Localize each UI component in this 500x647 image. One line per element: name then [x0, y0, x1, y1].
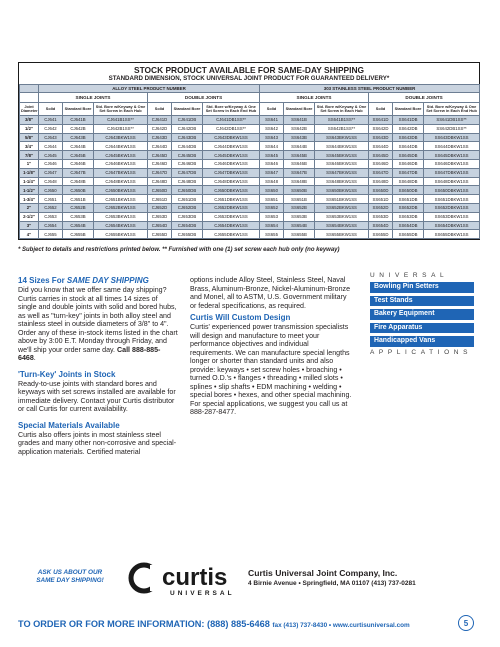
product-number-cell: CJ641B1SS**	[94, 116, 148, 125]
product-number-cell: CJ652BKW1SS	[94, 203, 148, 212]
joint-diameter-cell: 1-1/8"	[20, 168, 39, 177]
product-number-cell: CJ644	[39, 142, 63, 151]
sizes-end: .	[33, 354, 36, 362]
product-number-cell: CJ648B	[63, 177, 94, 186]
column-header-solid: Solid	[148, 103, 172, 116]
product-number-cell: CJ647BKW1SS	[94, 168, 148, 177]
table-row	[20, 168, 480, 177]
product-number-cell: SS652D	[369, 203, 393, 212]
product-number-cell: CJ647	[39, 168, 63, 177]
product-number-cell: CJ646	[39, 159, 63, 168]
applications-bottom-label: APPLICATIONS	[370, 348, 473, 356]
product-number-cell: SS641D	[369, 116, 393, 125]
order-line	[18, 619, 410, 629]
product-number-cell: CJ650DBKW1SS	[203, 186, 260, 195]
product-number-cell: SS641B	[284, 116, 315, 125]
application-item: Bowling Pin Setters	[370, 282, 474, 293]
product-number-cell: CJ644BKW1SS	[94, 142, 148, 151]
group-header: DOUBLE JOINTS	[148, 93, 260, 103]
product-number-cell: CJ642B	[63, 124, 94, 133]
product-number-cell: CJ654	[39, 221, 63, 230]
product-number-cell: CJ645BKW1SS	[94, 151, 148, 160]
table-row	[20, 177, 480, 186]
joint-diameter-cell: 7/8"	[20, 151, 39, 160]
same-day-callout	[20, 569, 120, 585]
product-number-cell: SS642DB	[393, 124, 424, 133]
product-number-cell: CJ655D	[148, 230, 172, 239]
product-number-cell: SS643DBKW1SS	[424, 133, 480, 142]
product-number-cell: SS650D	[369, 186, 393, 195]
table-subtitle: STANDARD DIMENSION, STOCK UNIVERSAL JOINT PRODUCT FOR GUARANTEED DELIVERY*	[108, 75, 390, 82]
product-number-cell: SS644DB	[393, 142, 424, 151]
product-number-cell: SS654B	[284, 221, 315, 230]
product-number-cell: CJ643DBKW1SS	[203, 133, 260, 142]
column-header-keyway: Std. Bore w/Keyway & One Set Screw in Each Hub	[315, 103, 369, 116]
product-number-cell: CJ647B	[63, 168, 94, 177]
joint-diameter-cell: 5/8"	[20, 133, 39, 142]
product-number-cell: SS653D	[369, 212, 393, 221]
product-number-cell: CJ647D	[148, 168, 172, 177]
product-number-cell: SS645BKW1SS	[315, 151, 369, 160]
group-header: SINGLE JOINTS	[39, 93, 148, 103]
product-number-cell: CJ642	[39, 124, 63, 133]
product-number-cell: SS641	[260, 116, 284, 125]
product-number-cell: CJ641	[39, 116, 63, 125]
group-header: SINGLE JOINTS	[260, 93, 369, 103]
product-number-cell: SS647	[260, 168, 284, 177]
custom-heading: Curtis Will Custom Design	[190, 313, 291, 322]
column-header-diameter: Joint Diameter	[20, 103, 39, 116]
joint-diameter-cell: 2-1/2"	[20, 212, 39, 221]
product-number-cell: CJ645	[39, 151, 63, 160]
product-number-cell: CJ654DBKW1SS	[203, 221, 260, 230]
product-number-cell: SS652DBKW1SS	[424, 203, 480, 212]
sizes-heading-emphasis: SAME DAY SHIPPING	[66, 276, 149, 285]
product-number-cell: CJ655	[39, 230, 63, 239]
product-number-cell: CJ643DB	[172, 133, 203, 142]
table-row	[20, 212, 480, 221]
product-number-cell: CJ646BKW1SS	[94, 159, 148, 168]
column-header-solid: Solid	[369, 103, 393, 116]
product-number-cell: SS655	[260, 230, 284, 239]
product-number-cell: SS654DBKW1SS	[424, 221, 480, 230]
product-number-cell: SS643B	[284, 133, 315, 142]
curtis-logo	[128, 561, 243, 599]
product-number-cell: CJ643	[39, 133, 63, 142]
product-number-cell: SS642B1SS**	[315, 124, 369, 133]
product-number-cell: SS653B	[284, 212, 315, 221]
column-header-keyway: Std. Bore w/Keyway & One Set Screw in Each End Hub	[424, 103, 480, 116]
joint-diameter-cell: 1-1/4"	[20, 177, 39, 186]
company-name: Curtis Universal Joint Company, Inc.	[248, 568, 398, 578]
table-row	[20, 116, 480, 125]
table-row	[20, 195, 480, 204]
material-header-alloy: ALLOY STEEL PRODUCT NUMBER	[39, 85, 260, 93]
product-number-cell: SS641B1SS**	[315, 116, 369, 125]
group-header: DOUBLE JOINTS	[369, 93, 480, 103]
product-number-cell: CJ645D	[148, 151, 172, 160]
table-row	[20, 124, 480, 133]
callout-line-2: SAME DAY SHIPPING!	[36, 577, 104, 584]
column-header-bore: Standard Bore	[284, 103, 315, 116]
table-row	[20, 159, 480, 168]
table-row	[20, 186, 480, 195]
product-number-cell: CJ646D	[148, 159, 172, 168]
column-header-keyway: Std. Bore w/Keyway & One Set Screw in Each End Hub	[203, 103, 260, 116]
column-header-solid: Solid	[260, 103, 284, 116]
left-text-column	[18, 276, 178, 463]
product-number-cell: CJ647DBKW1SS	[203, 168, 260, 177]
product-number-cell: SS641DB	[393, 116, 424, 125]
logo-wordmark: curtis	[162, 564, 228, 591]
product-number-cell: CJ651	[39, 195, 63, 204]
order-contact: fax (413) 737-8430 • www.curtisuniversal.com	[272, 622, 410, 629]
product-number-cell: SS647D	[369, 168, 393, 177]
table-row	[20, 230, 480, 239]
product-number-cell: CJ643D	[148, 133, 172, 142]
special-paragraph-continued: options include Alloy Steel, Stainless Steel, Naval Brass, Aluminum-Bronze, Nickel-Aluminum-Bronze and Monel, all to ASTM, U.S. Government military or federal specifications, as required.	[190, 276, 351, 310]
product-number-cell: CJ648D	[148, 177, 172, 186]
product-number-cell: SS646D	[369, 159, 393, 168]
table-footnote: * Subject to details and restrictions printed below. ** Furnished with one (1) set screw each hub only (no keyway)	[18, 247, 340, 253]
joint-diameter-cell: 1/2"	[20, 124, 39, 133]
joint-diameter-cell: 3"	[20, 221, 39, 230]
product-number-cell: SS643D	[369, 133, 393, 142]
joint-diameter-cell: 2"	[20, 203, 39, 212]
order-phone: TO ORDER OR FOR MORE INFORMATION: (888) 885-6468	[18, 619, 270, 629]
product-number-cell: CJ646DB	[172, 159, 203, 168]
product-number-cell: SS653DBKW1SS	[424, 212, 480, 221]
application-item: Test Stands	[370, 296, 474, 307]
product-number-cell: CJ642DB	[172, 124, 203, 133]
product-number-cell: SS650B	[284, 186, 315, 195]
product-number-cell: CJ641DB	[172, 116, 203, 125]
stock-product-table	[18, 62, 480, 240]
product-number-cell: CJ644B	[63, 142, 94, 151]
column-header-bore: Standard Bore	[393, 103, 424, 116]
universal-applications-panel	[370, 272, 474, 356]
table-row	[20, 142, 480, 151]
product-number-cell: SS644BKW1SS	[315, 142, 369, 151]
product-number-cell: SS655B	[284, 230, 315, 239]
special-heading: Special Materials Available	[18, 420, 120, 430]
product-number-cell: SS648BKW1SS	[315, 177, 369, 186]
product-number-cell: SS646B	[284, 159, 315, 168]
product-number-cell: CJ654D	[148, 221, 172, 230]
product-number-cell: SS650BKW1SS	[315, 186, 369, 195]
sizes-paragraph	[18, 286, 178, 363]
product-number-cell: SS644DBKW1SS	[424, 142, 480, 151]
product-number-cell: CJ651DBKW1SS	[203, 195, 260, 204]
product-number-cell: CJ644DB	[172, 142, 203, 151]
middle-text-column	[190, 276, 352, 424]
product-number-cell: SS646DB	[393, 159, 424, 168]
company-address: 4 Birnie Avenue • Springfield, MA 01107 (413) 737-0281	[248, 580, 416, 587]
product-number-cell: CJ641D	[148, 116, 172, 125]
product-number-cell: SS643	[260, 133, 284, 142]
logo-ring-gap	[150, 565, 160, 591]
product-number-cell: SS650DBKW1SS	[424, 186, 480, 195]
product-number-cell: SS652BKW1SS	[315, 203, 369, 212]
logo-subtitle: UNIVERSAL	[170, 590, 235, 597]
product-number-cell: CJ648DBKW1SS	[203, 177, 260, 186]
application-item: Bakery Equipment	[370, 309, 474, 320]
product-number-cell: CJ652D	[148, 203, 172, 212]
product-number-cell: SS648B	[284, 177, 315, 186]
product-number-cell: CJ648DB	[172, 177, 203, 186]
special-paragraph: Curtis also offers joints in most stainless steel grades and many other non-corrosive and special-application materials. Certified material	[18, 430, 177, 456]
table-row	[20, 133, 480, 142]
application-item: Fire Apparatus	[370, 323, 474, 334]
product-number-cell: CJ653DB	[172, 212, 203, 221]
product-number-cell: CJ654BKW1SS	[94, 221, 148, 230]
product-number-cell: SS644B	[284, 142, 315, 151]
product-number-cell: CJ651DB	[172, 195, 203, 204]
material-header-stainless: 303 STAINLESS STEEL PRODUCT NUMBER	[260, 85, 480, 93]
product-number-cell: CJ642DB1SS**	[203, 124, 260, 133]
product-number-cell: CJ653	[39, 212, 63, 221]
product-number-cell: SS648D	[369, 177, 393, 186]
product-number-cell: CJ646DBKW1SS	[203, 159, 260, 168]
product-number-cell: SS647DBKW1SS	[424, 168, 480, 177]
product-number-cell: CJ645DBKW1SS	[203, 151, 260, 160]
product-number-cell: SS645D	[369, 151, 393, 160]
product-number-cell: SS647B	[284, 168, 315, 177]
product-number-cell: CJ655DB	[172, 230, 203, 239]
product-number-cell: SS653DB	[393, 212, 424, 221]
custom-paragraph: Curtis' experienced power transmission specialists will design and manufacture to meet your performance objectives and individual requirements. We can manufacture special lengths longer or shorter than standard units and also provide: keyways • set screw holes • broaching • turned O.D.'s • flanges • threading • milled slots • splines • slip shafts • EDM machining • welding • special bores • hexes, and other special machining. For special applications, we suggest you call us at 888-287-8477.	[190, 323, 352, 416]
product-number-cell: SS650DB	[393, 186, 424, 195]
product-number-cell: SS655DBKW1SS	[424, 230, 480, 239]
product-number-cell: CJ650D	[148, 186, 172, 195]
product-number-cell: CJ650DB	[172, 186, 203, 195]
product-number-cell: CJ654B	[63, 221, 94, 230]
table-row	[20, 203, 480, 212]
column-header-bore: Standard Bore	[63, 103, 94, 116]
product-number-cell: CJ652	[39, 203, 63, 212]
product-number-cell: CJ655BKW1SS	[94, 230, 148, 239]
product-number-cell: CJ642D	[148, 124, 172, 133]
product-number-cell: CJ648BKW1SS	[94, 177, 148, 186]
applications-top-label: UNIVERSAL	[370, 272, 449, 279]
product-number-cell: CJ652DB	[172, 203, 203, 212]
product-number-cell: SS645B	[284, 151, 315, 160]
product-number-cell: SS647DB	[393, 168, 424, 177]
table-row	[20, 151, 480, 160]
product-number-cell: SS654DB	[393, 221, 424, 230]
product-number-cell: SS654D	[369, 221, 393, 230]
product-number-cell: SS645DBKW1SS	[424, 151, 480, 160]
joint-diameter-cell: 1-3/4"	[20, 195, 39, 204]
product-number-cell: CJ652B	[63, 203, 94, 212]
product-number-cell: SS642DB1SS**	[424, 124, 480, 133]
table-body	[20, 116, 480, 239]
product-number-cell: CJ641B	[63, 116, 94, 125]
product-number-cell: SS648DB	[393, 177, 424, 186]
product-number-cell: CJ650B	[63, 186, 94, 195]
product-number-cell: SS645	[260, 151, 284, 160]
column-header-keyway: Std. Bore w/Keyway & One Set Screw in Each Hub	[94, 103, 148, 116]
product-number-cell: SS641DB1SS**	[424, 116, 480, 125]
product-number-cell: CJ646B	[63, 159, 94, 168]
column-header-solid: Solid	[39, 103, 63, 116]
product-number-cell: SS642D	[369, 124, 393, 133]
product-number-cell: SS642B	[284, 124, 315, 133]
product-number-cell: SS646DBKW1SS	[424, 159, 480, 168]
product-number-cell: CJ648	[39, 177, 63, 186]
product-number-cell: CJ650BKW1SS	[94, 186, 148, 195]
product-number-cell: SS654BKW1SS	[315, 221, 369, 230]
joint-diameter-cell: 4"	[20, 230, 39, 239]
product-number-cell: SS653BKW1SS	[315, 212, 369, 221]
sizes-heading	[18, 276, 178, 286]
product-number-cell: SS651BKW1SS	[315, 195, 369, 204]
turnkey-heading: 'Turn-Key' Joints in Stock	[18, 369, 116, 379]
product-number-cell: CJ655B	[63, 230, 94, 239]
product-number-grid	[19, 84, 480, 239]
product-number-cell: SS651DBKW1SS	[424, 195, 480, 204]
product-number-cell: SS648DBKW1SS	[424, 177, 480, 186]
product-number-cell: CJ643BKW1SS	[94, 133, 148, 142]
product-number-cell: CJ650	[39, 186, 63, 195]
product-number-cell: SS643DB	[393, 133, 424, 142]
turnkey-paragraph: Ready-to-use joints with standard bores and keyways with set screws installed are available for immediate delivery. Contact your Curtis distributor or call Curtis for current availability.	[18, 379, 176, 413]
product-number-cell: SS644D	[369, 142, 393, 151]
product-number-cell: CJ642B1SS**	[94, 124, 148, 133]
table-title: STOCK PRODUCT AVAILABLE FOR SAME-DAY SHIPPING	[133, 65, 365, 75]
product-number-cell: SS642	[260, 124, 284, 133]
product-number-cell: CJ647DB	[172, 168, 203, 177]
product-number-cell: SS652B	[284, 203, 315, 212]
joint-diameter-cell: 1"	[20, 159, 39, 168]
table-row	[20, 221, 480, 230]
product-number-cell: SS648	[260, 177, 284, 186]
product-number-cell: SS645DB	[393, 151, 424, 160]
product-number-cell: SS651B	[284, 195, 315, 204]
product-number-cell: SS655DB	[393, 230, 424, 239]
product-number-cell: CJ645DB	[172, 151, 203, 160]
product-number-cell: SS652DB	[393, 203, 424, 212]
product-number-cell: CJ653B	[63, 212, 94, 221]
product-number-cell: CJ643B	[63, 133, 94, 142]
product-number-cell: SS654	[260, 221, 284, 230]
product-number-cell: CJ644DBKW1SS	[203, 142, 260, 151]
sizes-call: Call 888-885-6468	[18, 345, 161, 362]
product-number-cell: CJ653BKW1SS	[94, 212, 148, 221]
product-number-cell: SS655BKW1SS	[315, 230, 369, 239]
product-number-cell: SS652	[260, 203, 284, 212]
product-number-cell: SS651D	[369, 195, 393, 204]
column-header-bore: Standard Bore	[172, 103, 203, 116]
product-number-cell: CJ652DBKW1SS	[203, 203, 260, 212]
product-number-cell: CJ651B	[63, 195, 94, 204]
product-number-cell: SS651	[260, 195, 284, 204]
product-number-cell: CJ655DBKW1SS	[203, 230, 260, 239]
sizes-body: Did you know that we offer same day shipping? Curtis carries in stock at all times 14 sizes of single and double joints with solid and bored hubs, as well as "turn-key" joints in both alloy steel and stainless steel in outside diameters of 3/8" to 4". Order any of these in-stock items listed in the chart above by 3:00 E.T. Monday through Friday, and we'll ship your order same day.	[18, 286, 178, 354]
sizes-heading-text: 14 Sizes For	[18, 276, 67, 285]
corner-blank	[20, 85, 39, 93]
product-number-cell: SS646BKW1SS	[315, 159, 369, 168]
product-number-cell: SS646	[260, 159, 284, 168]
product-number-cell: SS647BKW1SS	[315, 168, 369, 177]
product-number-cell: SS650	[260, 186, 284, 195]
product-number-cell: CJ651BKW1SS	[94, 195, 148, 204]
product-number-cell: SS655D	[369, 230, 393, 239]
callout-line-1: ASK US ABOUT OUR	[37, 569, 103, 576]
product-number-cell: SS653	[260, 212, 284, 221]
product-number-cell: CJ654DB	[172, 221, 203, 230]
joint-diameter-cell: 3/8"	[20, 116, 39, 125]
product-number-cell: CJ641DB1SS**	[203, 116, 260, 125]
corner-blank	[20, 93, 39, 103]
product-number-cell: CJ653DBKW1SS	[203, 212, 260, 221]
product-number-cell: CJ653D	[148, 212, 172, 221]
page-number-badge: 5	[458, 615, 474, 631]
product-number-cell: SS644	[260, 142, 284, 151]
joint-diameter-cell: 1-1/2"	[20, 186, 39, 195]
joint-diameter-cell: 3/4"	[20, 142, 39, 151]
product-number-cell: CJ651D	[148, 195, 172, 204]
application-item: Handicapped Vans	[370, 336, 474, 347]
product-number-cell: SS643BKW1SS	[315, 133, 369, 142]
product-number-cell: SS651DB	[393, 195, 424, 204]
product-number-cell: CJ645B	[63, 151, 94, 160]
product-number-cell: CJ644D	[148, 142, 172, 151]
